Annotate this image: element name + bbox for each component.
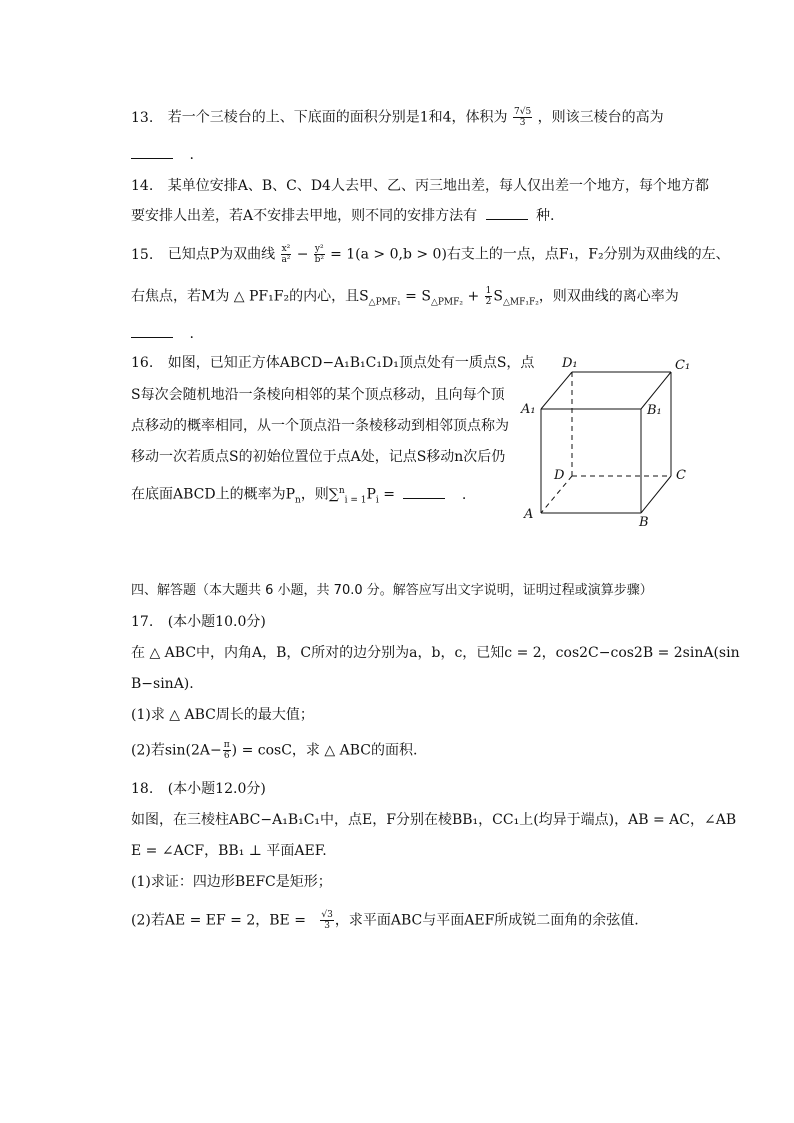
q14-line1: 14. 某单位安排A、B、C、D4人去甲、乙、丙三地出差，每人仅出差一个地方，每个地方都 (131, 178, 709, 194)
label-C1: C₁ (675, 358, 691, 373)
q14-line2: 要安排人出差，若A不安排去甲地，则不同的安排方法有 种. (131, 208, 555, 224)
q13-line2: . (131, 145, 194, 165)
q15-half-fraction: $\frac{1}{2}$ (485, 286, 492, 307)
q13-fraction: $\frac{7√5}{3}$ (514, 107, 532, 128)
cube-figure (515, 350, 700, 530)
q18-root-fraction: $\frac{√3}{3}$ (321, 910, 333, 931)
q17-part1: (1)求 △ ABC周长的最大值； (131, 707, 314, 723)
q13-text-b: ，则该三棱台的高为 (537, 109, 664, 126)
q16-line5: 在底面ABCD上的概率为$P_n$，则$\sum^n_{i = 1}P_i$ = . (131, 486, 467, 506)
q16-line1: 16. 如图，已知正方体ABCD−A₁B₁C₁D₁顶点处有一质点S，点 (131, 355, 535, 371)
q18-part1: (1)求证：四边形BEFC是矩形； (131, 874, 332, 890)
q13-line1 (131, 107, 664, 128)
label-A1: A₁ (521, 402, 536, 417)
q16-line2: S每次会随机地沿一条棱向相邻的某个顶点移动，且向每个顶 (131, 387, 505, 403)
q17-header (131, 612, 266, 632)
label-D: D (554, 468, 565, 483)
label-B1: B₁ (647, 403, 662, 418)
q17-line2: B−sinA). (131, 676, 194, 692)
q18-number: 18. (131, 781, 154, 797)
q13-number: 13. (131, 109, 154, 126)
label-A: A (524, 507, 534, 522)
q18-header (131, 779, 266, 799)
q15-line2: 右焦点，若M为 △ PF₁F₂的内心，且$S_{\triangle PMF_1} = S_{\triangle PMF_2}$ + $\frac{1}{2}$ $S_{\triangle MF_1F_2}$，则双曲线的离心率为 (131, 286, 679, 308)
label-B: B (639, 515, 649, 530)
q16-line4: 移动一次若质点S的初始位置位于点A处，记点S移动n次后仍 (131, 449, 506, 465)
q17-part2: (2)若sin(2A− $\frac{\pi}{6}$ ) = cosC，求 △ ABC的面积. (131, 740, 418, 761)
q18-points: (本小题12.0分) (167, 781, 266, 797)
label-D1: D₁ (562, 356, 578, 371)
q17-number: 17. (131, 614, 154, 630)
edge-BC (641, 476, 671, 513)
q15-x-fraction: $\frac{\text{x²}}{\text{a²}}$ (281, 244, 291, 265)
q16-line3: 点移动的概率相同，从一个顶点沿一条棱移动到相邻顶点称为 (131, 418, 509, 434)
q17-points: (本小题10.0分) (167, 614, 266, 630)
q18-line1: 如图，在三棱柱ABC−A₁B₁C₁中，点E，F分别在棱BB₁，CC₁上(均异于端点)，AB = AC，∠AB (131, 812, 737, 828)
q15-number: 15. (131, 246, 154, 263)
q14-answer-blank[interactable] (486, 207, 528, 220)
q13-answer-blank[interactable] (131, 146, 173, 159)
q14-number: 14. (131, 178, 154, 194)
edge-A1D1 (541, 372, 572, 409)
q17-pi-fraction: $\frac{\pi}{6}$ (223, 740, 230, 761)
label-C: C (676, 468, 686, 483)
q15-line1: 15. 已知点P为双曲线 $\frac{\text{x²}}{\text{a²}}$ − $\frac{\text{y²}}{\text{b²}}$ = 1(a > 0,b > 0)右支上的一点，点F₁，F₂分别为双曲线的左、 (131, 244, 730, 265)
section-heading: 四、解答题（本大题共 6 小题，共 70.0 分。解答应写出文字说明，证明过程或演算步骤） (131, 583, 653, 598)
q13-text-a: 若一个三棱台的上、下底面的面积分别是1和4，体积为 (167, 109, 508, 126)
q18-part2: (2)若AE = EF = 2，BE = $\frac{√3}{3}$ ，求平面ABC与平面AEF所成锐二面角的余弦值. (131, 910, 639, 931)
q16-number: 16. (131, 355, 154, 371)
q16-answer-blank[interactable] (403, 486, 445, 499)
q18-line2: E = ∠ACF，BB₁ ⊥ 平面AEF. (131, 843, 327, 859)
q15-line3: . (131, 324, 194, 344)
q17-line1: 在 △ ABC中，内角A，B，C所对的边分别为a，b，c，已知c = 2，cos2C−cos2B = 2sinA(sin (131, 645, 740, 661)
q15-y-fraction: $\frac{\text{y²}}{\text{b²}}$ (314, 244, 324, 265)
q15-answer-blank[interactable] (131, 325, 173, 338)
